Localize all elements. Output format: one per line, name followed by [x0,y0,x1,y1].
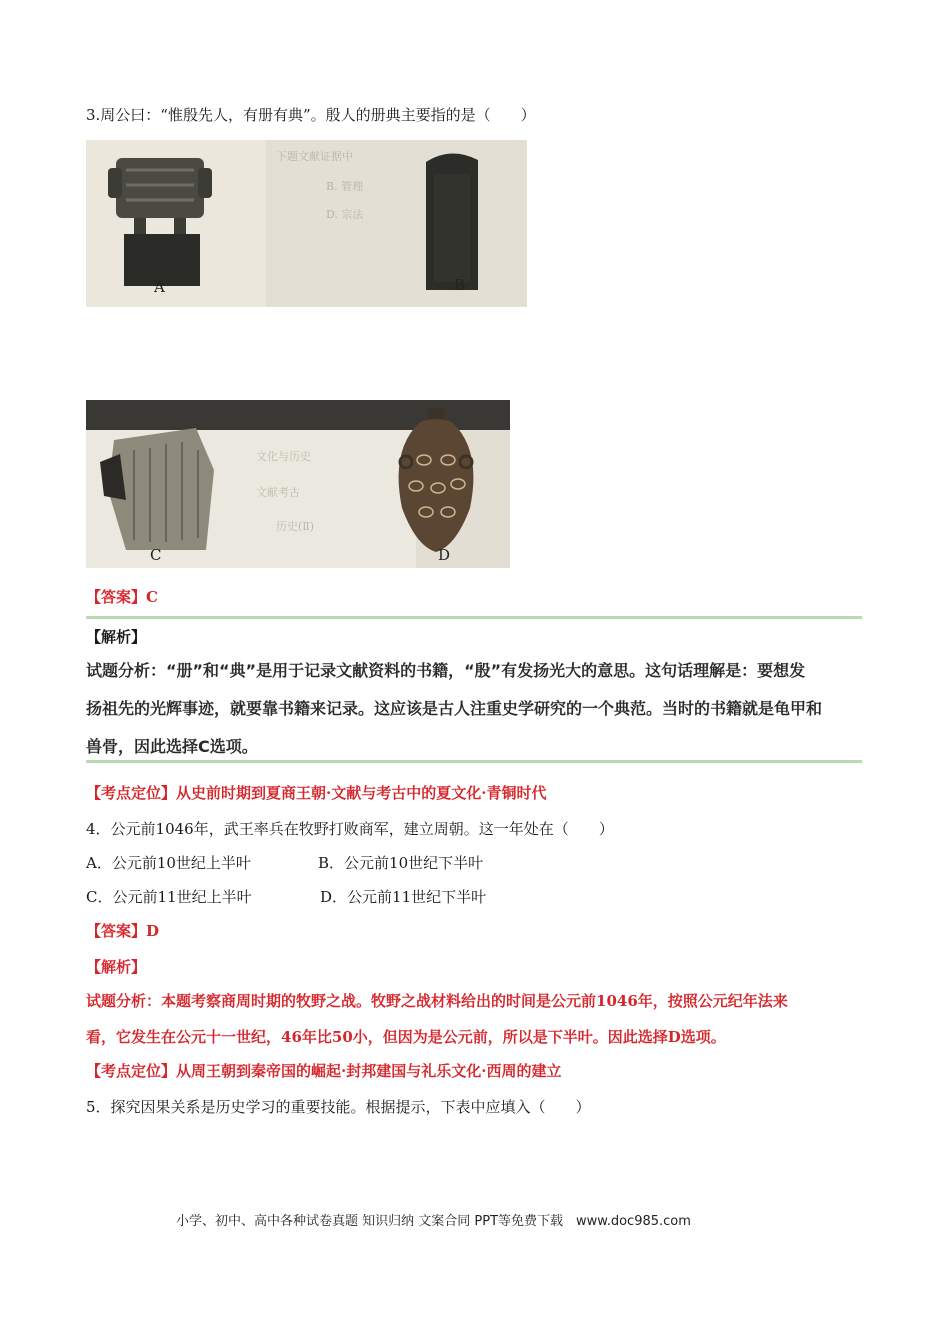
q5-stem: 5．探究因果关系是历史学习的重要技能。根据提示，下表中应填入（ ） [86,1098,591,1116]
q4-option-c: C．公元前11世纪上半叶 [86,888,252,906]
q3-stem: 3.周公曰：“惟殷先人，有册有典”。殷人的册典主要指的是（ ） [86,106,536,124]
q4-stem: 4．公元前1046年，武王率兵在牧野打败商军，建立周朝。这一年处在（ ） [86,820,614,838]
q3-analysis-line: 兽骨，因此选择C选项。 [86,737,258,756]
q4-point: 【考点定位】从周王朝到秦帝国的崛起·封邦建国与礼乐文化·西周的建立 [86,1062,562,1080]
q4-analysis-line: 看，它发生在公元十一世纪，46年比50小，但因为是公元前，所以是下半叶。因此选择D选项。 [86,1028,726,1046]
q3-analysis-line: 试题分析：“册”和“典”是用于记录文献资料的书籍，“殷”有发扬光大的意思。这句话理解是：要想发 [86,661,806,680]
svg-text:历史(Ⅱ): 历史(Ⅱ) [276,520,315,533]
label-c: C [150,546,162,564]
svg-text:D. 宗法: D. 宗法 [326,208,364,221]
svg-text:文化与历史: 文化与历史 [256,450,311,463]
page-footer: 小学、初中、高中各种试卷真题 知识归纳 文案合同 PPT等免费下载 www.doc985.com [176,1214,691,1229]
q3-analysis [86,652,862,766]
q3-answer: 【答案】C [86,588,158,606]
svg-text:B. 管理: B. 管理 [326,180,364,193]
q4-option-d: D．公元前11世纪下半叶 [320,888,487,906]
svg-text:文献考古: 文献考古 [256,486,300,499]
q4-option-b: B．公元前10世纪下半叶 [318,854,484,872]
q4-analysis-line: 试题分析：本题考察商周时期的牧野之战。牧野之战材料给出的时间是公元前1046年，按照公元纪年法来 [86,992,788,1010]
label-d: D [438,546,451,564]
q3-analysis-title: 【解析】 [86,628,147,646]
q4-analysis-title: 【解析】 [86,958,147,976]
artifact-photo-ab [86,140,527,307]
label-b: B [454,276,466,294]
label-a: A [154,278,165,296]
q3-point: 【考点定位】从史前时期到夏商王朝·文献与考古中的夏文化·青铜时代 [86,784,547,802]
artifact-photo-cd [86,400,510,568]
svg-text:下题文献证据中: 下题文献证据中 [276,150,353,163]
divider-bottom [86,760,862,763]
q3-analysis-line: 扬祖先的光辉事迹，就要靠书籍来记录。这应该是古人注重史学研究的一个典范。当时的书籍就是龟甲和 [86,699,823,718]
q4-option-a: A．公元前10世纪上半叶 [86,854,251,872]
q4-answer: 【答案】D [86,922,160,940]
divider-top [86,616,862,619]
artifact-photo-cd-graphic [86,400,510,568]
